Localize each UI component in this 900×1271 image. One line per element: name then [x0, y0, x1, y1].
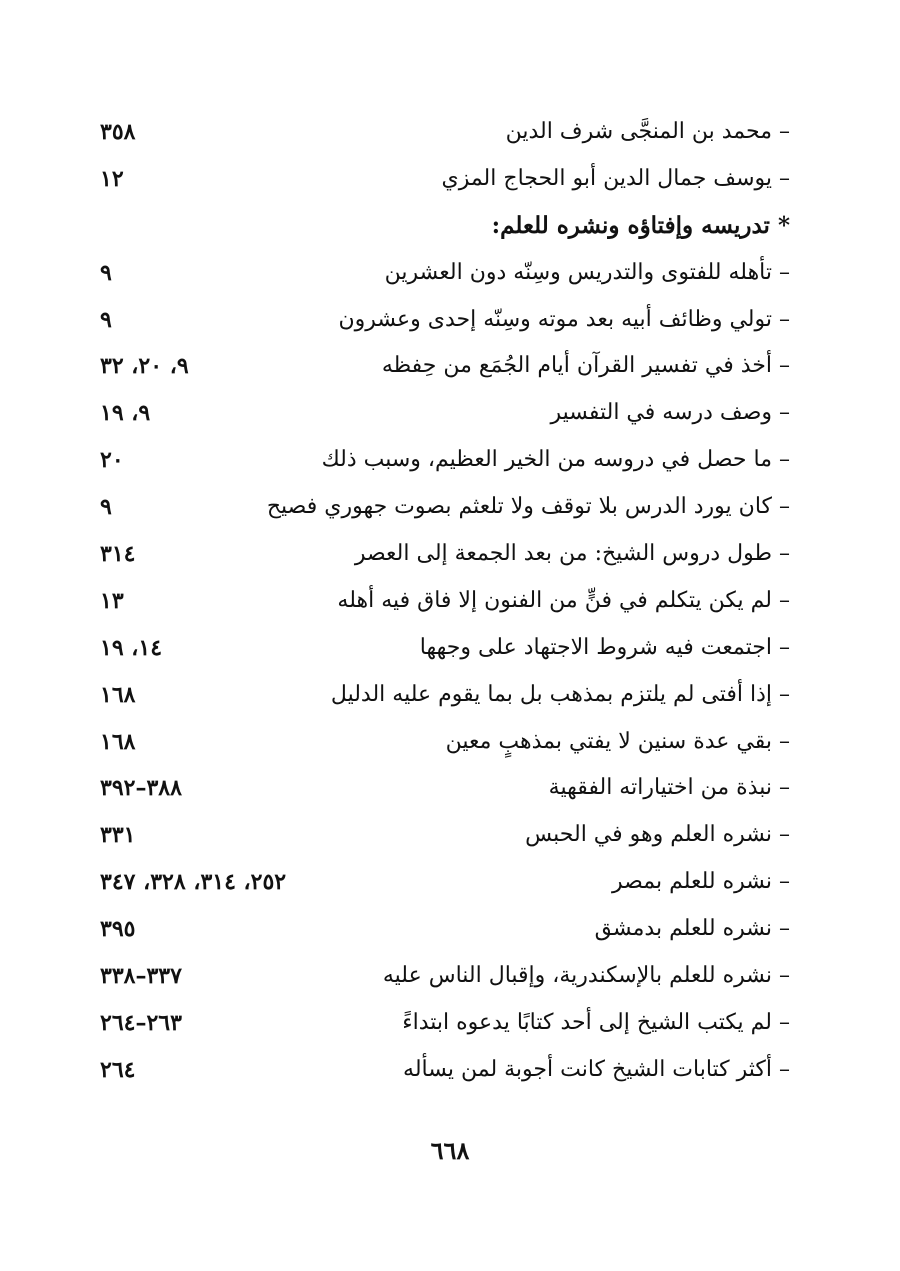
entry-pages: ٢٠: [100, 447, 124, 474]
index-entry: [100, 905, 790, 952]
entry-text: – لم يكتب الشيخ إلى أحد كتابًا يدعوه ابتداءً: [402, 1009, 790, 1035]
index-entry: [100, 483, 790, 530]
entry-text: – نشره العلم وهو في الحبس: [525, 822, 790, 848]
entry-pages: ٣١٤: [100, 541, 136, 568]
entry-pages: ٢٦٤: [100, 1056, 136, 1083]
index-entry: [100, 436, 790, 483]
entry-text: – نشره للعلم بمصر: [612, 869, 790, 895]
index-entry: [100, 999, 790, 1046]
entry-text: – طول دروس الشيخ: من بعد الجمعة إلى العصر: [354, 541, 790, 567]
entry-pages: ١٤، ١٩: [100, 634, 163, 661]
entry-pages: ٩: [100, 306, 112, 333]
index-entry: [100, 1046, 790, 1093]
entry-text: – بقي عدة سنين لا يفتي بمذهبٍ معين: [445, 728, 790, 754]
index-entry: [100, 858, 790, 905]
index-entry: [100, 530, 790, 577]
index-entry: [100, 389, 790, 436]
index-entry: [100, 155, 790, 202]
entry-text: – كان يورد الدرس بلا توقف ولا تلعثم بصوت جهوري فصيح: [266, 494, 790, 520]
entry-pages: ١٦٨: [100, 681, 136, 708]
entry-text: – يوسف جمال الدين أبو الحجاج المزي: [441, 165, 790, 191]
entry-text: – نشره للعلم بدمشق: [594, 916, 790, 942]
entry-text: – أخذ في تفسير القرآن أيام الجُمَع من حِفظه: [381, 353, 790, 379]
index-entry: [100, 952, 790, 999]
entry-pages: ٣٩٥: [100, 916, 136, 943]
entry-pages: ٩: [100, 259, 112, 286]
section-heading: [100, 202, 790, 249]
index-entry: [100, 811, 790, 858]
entry-pages: ٣٣١: [100, 822, 136, 849]
entry-pages: ٣٣٧–٣٣٨: [100, 963, 182, 990]
index-entry: [100, 296, 790, 343]
index-entry: [100, 577, 790, 624]
entry-pages: ١٢: [100, 165, 124, 192]
entry-text: – محمد بن المنجَّى شرف الدين: [505, 119, 790, 144]
index-entry: [100, 342, 790, 389]
entry-text: – نشره للعلم بالإسكندرية، وإقبال الناس عليه: [382, 963, 790, 989]
index-entry: [100, 624, 790, 671]
index-entry: [100, 671, 790, 718]
entry-text: – تولي وظائف أبيه بعد موته وسِنّه إحدى وعشرون: [338, 306, 790, 332]
index-entry: [100, 718, 790, 765]
entry-text: – نبذة من اختياراته الفقهية: [548, 775, 790, 801]
entry-text: – إذا أفتى لم يلتزم بمذهب بل بما يقوم عليه الدليل: [330, 681, 790, 707]
entry-pages: ٣٥٨: [100, 119, 136, 145]
index-entry: [100, 108, 790, 155]
entry-pages: ٩، ١٩: [100, 400, 151, 427]
entry-text: – أكثر كتابات الشيخ كانت أجوبة لمن يسأله: [403, 1056, 790, 1082]
index-entry: [100, 249, 790, 296]
entry-pages: ٢٦٣–٢٦٤: [100, 1009, 182, 1036]
index-list: [100, 108, 790, 1093]
entry-pages: ٣٨٨–٣٩٢: [100, 775, 182, 802]
section-heading-text: * تدريسه وإفتاؤه ونشره للعلم:: [491, 211, 790, 239]
page-number: ٦٦٨: [430, 1136, 470, 1165]
entry-text: – تأهله للفتوى والتدريس وسِنّه دون العشرين: [384, 259, 790, 285]
entry-pages: ١٣: [100, 587, 124, 614]
entry-text: – وصف درسه في التفسير: [550, 400, 790, 426]
entry-text: – اجتمعت فيه شروط الاجتهاد على وجهها: [419, 634, 790, 660]
entry-pages: ٢٥٢، ٣١٤، ٣٢٨، ٣٤٧: [100, 869, 287, 896]
entry-pages: ٩: [100, 494, 112, 521]
entry-text: – لم يكن يتكلم في فنٍّ من الفنون إلا فاق فيه أهله: [337, 587, 790, 613]
entry-pages: ٩، ٢٠، ٣٢: [100, 353, 189, 380]
entry-text: – ما حصل في دروسه من الخير العظيم، وسبب ذلك: [321, 447, 790, 473]
index-entry: [100, 764, 790, 811]
entry-pages: ١٦٨: [100, 728, 136, 755]
